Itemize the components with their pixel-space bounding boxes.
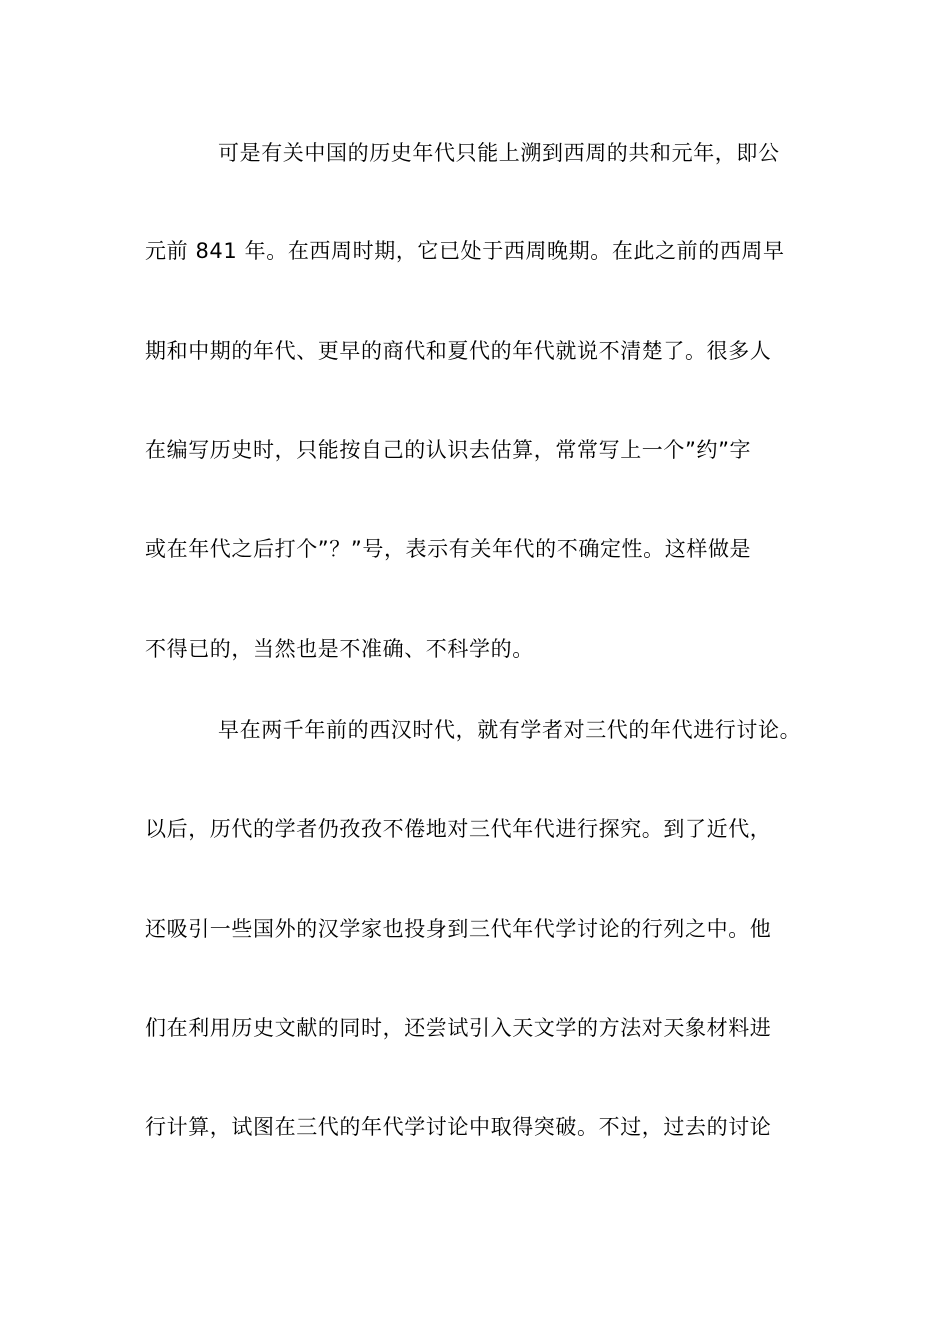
paragraph-1-line-6: 不得已的，当然也是不准确、不科学的。 — [145, 637, 534, 661]
paragraph-2-line-1: 早在两千年前的西汉时代，就有学者对三代的年代进行讨论。 — [218, 718, 802, 742]
paragraph-1-line-4: 在编写历史时，只能按自己的认识去估算，常常写上一个”约”字 — [145, 438, 752, 462]
paragraph-2-line-4: 们在利用历史文献的同时，还尝试引入天文学的方法对天象材料进 — [145, 1016, 772, 1040]
paragraph-2-line-3: 还吸引一些国外的汉学家也投身到三代年代学讨论的行列之中。他 — [145, 917, 772, 941]
paragraph-1-line-2: 元前 841 年。在西周时期，它已处于西周晚期。在此之前的西周早 — [145, 239, 785, 263]
paragraph-2-line-5: 行计算，试图在三代的年代学讨论中取得突破。不过，过去的讨论 — [145, 1115, 772, 1139]
paragraph-2-line-2: 以后，历代的学者仍孜孜不倦地对三代年代进行探究。到了近代， — [145, 817, 772, 841]
paragraph-1-line-3: 期和中期的年代、更早的商代和夏代的年代就说不清楚了。很多人 — [145, 339, 772, 363]
paragraph-1-line-1: 可是有关中国的历史年代只能上溯到西周的共和元年，即公 — [218, 141, 780, 165]
paragraph-1-line-5: 或在年代之后打个”？”号，表示有关年代的不确定性。这样做是 — [145, 537, 752, 561]
